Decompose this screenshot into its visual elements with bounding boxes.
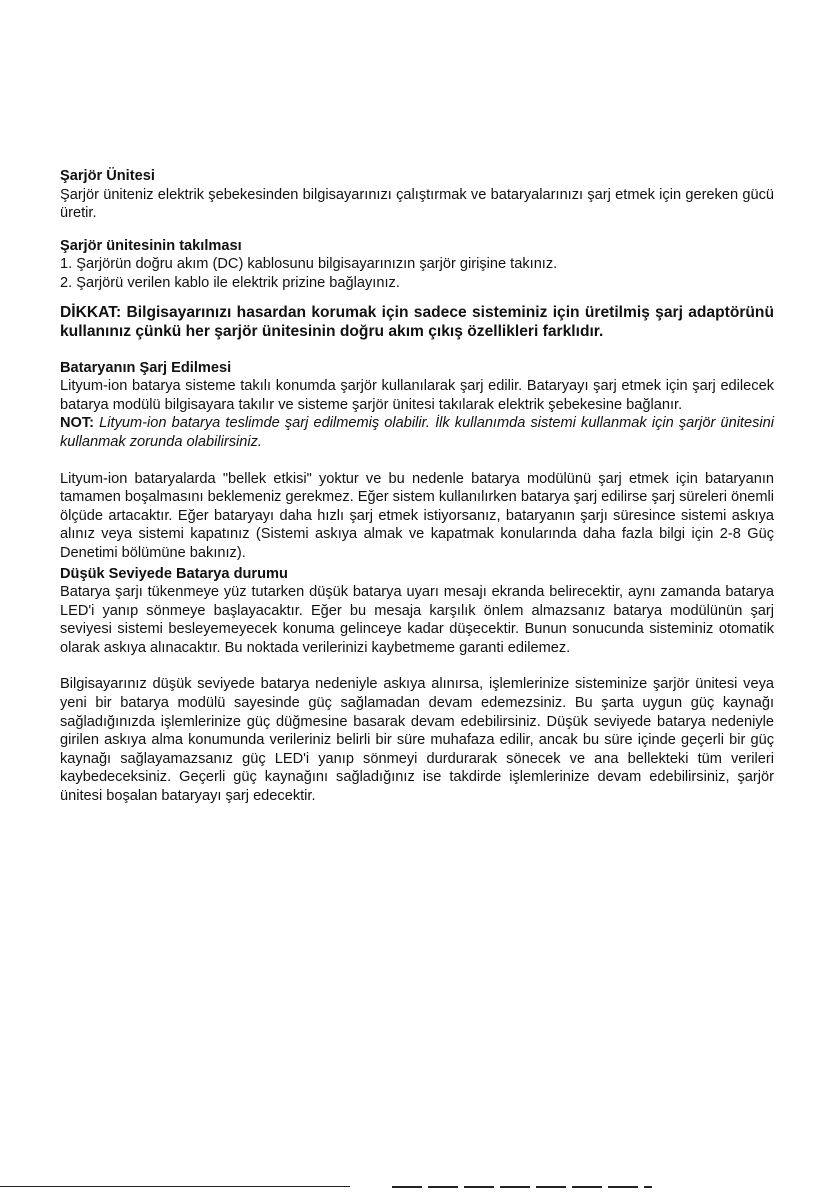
install-step-1: 1. Şarjörün doğru akım (DC) kablosunu bilgisayarınızın şarjör girişine takınız. <box>60 256 558 273</box>
footer-rule <box>0 1186 350 1187</box>
section-title-charging: Bataryanın Şarj Edilmesi <box>60 359 232 376</box>
note-text: Lityum-ion batarya teslimde şarj edilmemiş olabilir. İlk kullanımda sistemi kullanmak için şarjör ünitesini kullanmak zorunda olabilirsiniz. <box>60 415 774 450</box>
charging-note <box>60 414 774 451</box>
warning-text: DİKKAT: Bilgisayarınızı hasardan korumak için sadece sisteminiz için üretilmiş şarj adaptörünü kullanınız çünkü her şarjör ünitesinin doğru akım çıkış özellikleri farklıdır. <box>60 303 774 340</box>
low-battery-body-2: Bilgisayarınız düşük seviyede batarya nedeniyle askıya alınırsa, işlemlerinize sisteminize şarjör ünitesi veya yeni bir batarya modülü sayesinde güç sağlamadan devam edemezsiniz. Bu şarta uygun güç kaynağı sağladığınızda işlemlerinize güç düğmesine basarak devam edebilirsiniz. Düşük seviyede batarya nedeniyle girilen askıya alma konumunda verileriniz belirli bir süre muhafaza edilir, ancak bu süre içinde geçerli bir güç kaynağı sağlayamazsanız güç LED'i yanıp sönmeyi durdurarak sönecek ve ana bellekteki tüm verileri kaybedeceksiniz. Geçerli güç kaynağını sağladığınız ise takdirde işlemlerinize devam edebilirsiniz, şarjör ünitesi boşalan bataryayı şarj edecektir. <box>60 676 774 805</box>
document-content <box>60 167 774 806</box>
charger-body: Şarjör üniteniz elektrik şebekesinden bilgisayarınızı çalıştırmak ve bataryalarınızı şarj etmek için gereken gücü üretir. <box>60 186 774 222</box>
section-title-charger: Şarjör Ünitesi <box>60 168 155 184</box>
section-title-low-battery: Düşük Seviyede Batarya durumu <box>60 565 288 582</box>
memory-effect-body: Lityum-ion bataryalarda "bellek etkisi" yoktur ve bu nedenle batarya modülünü şarj etmek için bataryanın tamamen boşalmasını beklemeniz gerekmez. Eğer sistem kullanılırken batarya şarj edilirse şarj süreleri önemli ölçüde artacaktır. Eğer bataryayı daha hızlı şarj etmek istiyorsanız, bataryanın şarjı süresince sistemi askıya alınız veya sistemi kapatınız (Sistemi askıya almak ve kapatmak konularında daha fazla bilgi için 2-8 Güç Denetimi bölümüne bakınız). <box>60 470 774 561</box>
footer-marks <box>392 1186 652 1188</box>
install-steps <box>60 255 774 292</box>
charging-body: Lityum-ion batarya sisteme takılı konumda şarjör kullanılarak şarj edilir. Bataryayı şarj etmek için şarj edilecek batarya modülü bilgisayara takılır ve sisteme şarjör ünitesi takılarak elektrik şebekesine bağlanır. <box>60 378 774 413</box>
section-title-install: Şarjör ünitesinin takılması <box>60 237 242 254</box>
install-step-2: 2. Şarjörü verilen kablo ile elektrik prizine bağlayınız. <box>60 274 400 291</box>
note-label: NOT: <box>60 415 95 432</box>
low-battery-body: Batarya şarjı tükenmeye yüz tutarken düşük batarya uyarı mesajı ekranda belirecektir, aynı zamanda batarya LED'i yanıp sönmeye başlayacaktır. Eğer bu mesaja karşılık önlem almazsanız batarya modülünün şarj seviyesi sistemi besleyemeyecek konuma gelinceye kadar düşecektir. Bunun sonucunda sisteminiz otomatik olarak askıya alınacaktır. Bu noktada verilerinizi kaybetmeme garanti edilemez. <box>60 584 774 656</box>
